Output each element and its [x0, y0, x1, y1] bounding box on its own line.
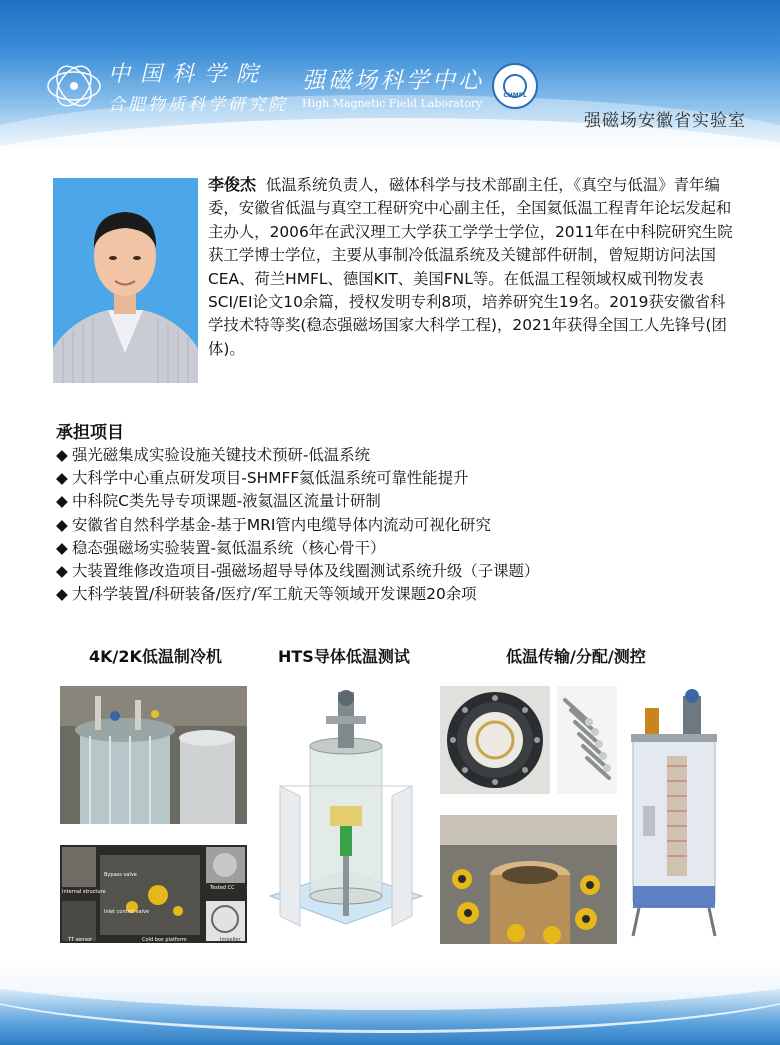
photo-flange	[440, 686, 550, 794]
project-item: ◆ 强光磁集成实验设施关键技术预研-低温系统	[56, 444, 539, 467]
collage-label: Tested CC	[210, 885, 235, 891]
hmfl-badge-icon	[492, 63, 538, 109]
diamond-bullet-icon: ◆	[56, 446, 68, 464]
diamond-bullet-icon: ◆	[56, 562, 68, 581]
project-item: ◆ 安徽省自然科学基金-基于MRI管内电缆导体内流动可视化研究	[56, 514, 539, 537]
lab-name-cn: 强磁场科学中心	[302, 68, 484, 94]
photo-bayonet-parts	[557, 686, 617, 794]
project-item: ◆ 大装置维修改造项目-强磁场超导导体及线圈测试系统升级（子课题）	[56, 560, 539, 583]
hmfl-name-block	[302, 62, 484, 110]
projects-list	[56, 444, 539, 606]
project-item: ◆ 大科学装置/科研装备/医疗/军工航天等领域开发课题20余项	[56, 583, 539, 606]
photo-cryogenic-valves	[440, 815, 617, 944]
diamond-bullet-icon: ◆	[56, 515, 68, 534]
lab-name-en: High Magnetic Field Laboratory	[302, 97, 483, 110]
badge-text: CHMFL	[503, 92, 527, 99]
project-item: ◆ 稳态强磁场实验装置-氦低温系统（核心骨干）	[56, 537, 539, 560]
profile-bio-text: 低温系统负责人，磁体科学与技术部副主任，《真空与低温》青年编委，安徽省低温与真空工程研究中心副主任，全国氦低温工程青年论坛发起和主办人，2006年在武汉理工大学获工学学士学位，2011年在中科院研究生院获工学博士学位，主要从事制冷低温系统及关键部件研制，曾短期访问法国CEA、荷兰HMFL、德国KIT、美国FNL等。在低温工程领域权威刊物发表SCI/EI论文10余篇，授权发明专利8项，培养研究生19名。2019获安徽省科学技术特等奖(稳态强磁场国家大科学工程)，2021年获得全国工人先锋号(团体)。	[208, 176, 733, 358]
projects-title: 承担项目	[56, 423, 124, 443]
collage-label: Cold box platform	[142, 937, 187, 943]
cas-name: 中国科学院	[108, 62, 269, 87]
diamond-bullet-icon: ◆	[56, 538, 68, 557]
photo-cryocooler	[60, 686, 247, 824]
cas-logo-icon	[46, 60, 102, 112]
diamond-bullet-icon: ◆	[56, 492, 68, 511]
caption-cryocooler: 4K/2K低温制冷机	[89, 647, 222, 666]
footer-wave	[0, 960, 780, 1033]
footer-wave-band	[0, 960, 780, 1045]
profile-name: 李俊杰	[208, 175, 257, 194]
photo-collage	[60, 845, 247, 943]
collage-label: Impeller	[220, 937, 241, 943]
caption-transfer: 低温传输/分配/测控	[506, 647, 646, 666]
project-item: ◆ 中科院C类先导专项课题-液氦温区流量计研制	[56, 490, 539, 513]
render-hts-cryostat	[260, 686, 432, 944]
collage-label: TT sensor	[68, 937, 93, 943]
profile-bio	[208, 173, 740, 361]
profile-photo	[53, 178, 198, 383]
cas-name-block	[108, 57, 288, 115]
lab-title: 强磁场安徽省实验室	[584, 111, 746, 131]
caption-hts-test: HTS导体低温测试	[278, 647, 410, 666]
collage-label: Internal structure	[62, 889, 106, 895]
cas-institute: 合肥物质科学研究院	[108, 95, 288, 115]
diamond-bullet-icon: ◆	[56, 469, 68, 488]
logo-area	[46, 56, 538, 116]
diamond-bullet-icon: ◆	[56, 585, 68, 604]
collage-label: Inlet control valve	[104, 909, 150, 915]
collage-label: Bypass valve	[104, 872, 137, 878]
render-distribution-cryostat	[623, 686, 725, 944]
project-item: ◆ 大科学中心重点研发项目-SHMFF氦低温系统可靠性能提升	[56, 467, 539, 490]
